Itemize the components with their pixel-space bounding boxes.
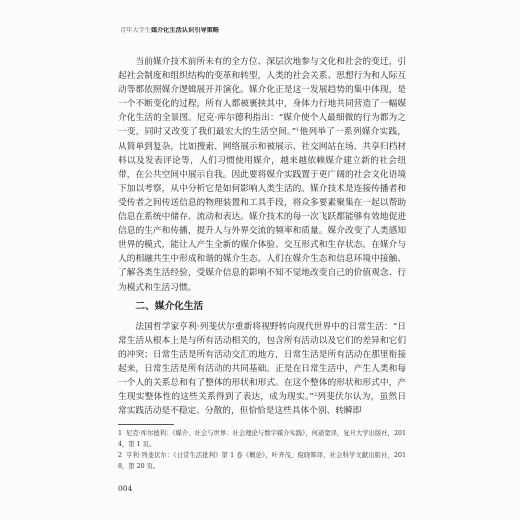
running-header-prefix: 青年大学生 — [120, 27, 151, 34]
running-header — [120, 27, 406, 35]
paragraph-1-text-after-note: 他列举了一系列媒介实践，从简单到复杂，比如搜索、网络展示和被展示、社交网站在场、共享归档材料以及发表评论等，人们习惯使用媒介，越来越依赖媒介建立新的社会纽带，在公共空间中展示自我。因此要将媒介实践置于更广阔的社会文化语境下加以考察，从中分析它是如何影响人类生活的。媒介技术是连接传播者和受传者之间传送信息的物理装置和工具手段，将众多要素聚集在一起以帮助信息在系统中储存、流动和表达。媒介技术的每一次飞跃都能够有效地促进信息的生产和传播，提升人与外界交流的频率和质量。媒介改变了人类感知世界的模式，能让人产生全新的媒介体验、交互形式和生存状态。在媒介与人的相融共生中形成和谐的媒介生态。人们在媒介生态和信息环境中接触、了解各类生活经验，受媒介信息的影响不知不觉地改变自己的价值观念、行为模式和生活习惯。 — [118, 127, 407, 293]
footnote-reference-2: 2 — [313, 392, 318, 399]
body-paragraph-2 — [118, 320, 406, 419]
section-heading: 二、媒介化生活 — [135, 300, 204, 312]
paragraph-1-text-before-note: 当前媒介技术前所未有的全方位、深层次地参与文化和社会的变迁，引起社会制度和组织结构的变革和转型，人类的社会关系、思想行为和人际互动等都依照媒介逻辑展开并演化。媒介化正是这一发展趋势的集中体现，是一个不断变化的过程，所有人都被裹挟其中，身体力行地共同营造了一幅媒介化生活的全景图。尼克·库尔德利指出：“媒介使个人最细微的行为都为之一变，同时又改变了我们最宏大的生活空间。” — [118, 57, 406, 138]
footnote-1-text: 尼克·库尔德利：《媒介、社会与世界：社会理论与数字媒介实践》，何道宽译，复旦大学出版社，2014，第 1 页。 — [118, 430, 406, 449]
footnote-divider — [118, 424, 174, 425]
footnote-2 — [118, 450, 406, 472]
paragraph-2-text-after-note: 列斐伏尔认为，虽然日常实践活动是不稳定、分散的，但恰恰是这些具体个别、转瞬即 — [118, 392, 407, 417]
footnote-reference-1: 1 — [296, 127, 300, 134]
footnote-1-number: 1 — [118, 430, 123, 438]
footnote-2-text: 亨利·列斐伏尔：《日常生活批判》第 1 卷《概论》，叶齐茂、倪晓晖译，社会科学文献出版社，2018，第 20 页。 — [118, 452, 406, 471]
running-header-title: 媒介化生活认识引导策略 — [150, 27, 219, 34]
page-number: 004 — [118, 484, 133, 494]
body-paragraph-1 — [118, 55, 406, 295]
paragraph-2-text-before-note: 法国哲学家亨利·列斐伏尔重新将视野转向现代世界中的日常生活：“日常生活从根本上是与所有活动相关的，包含所有活动以及它们的差异和它们的冲突；日常生活是所有活动交汇的地方，日常生活是所有活动在那里衔接起来，日常生活是所有活动的共同基础。正是在日常生活中，产生人类和每一个人的关系总和有了整体的形状和形式。在这个整体的形状和形式中，产生现实整体性的这些关系得到了表达，成为现实。” — [118, 321, 406, 403]
footnote-1 — [118, 428, 406, 450]
footnote-2-number: 2 — [118, 452, 123, 460]
